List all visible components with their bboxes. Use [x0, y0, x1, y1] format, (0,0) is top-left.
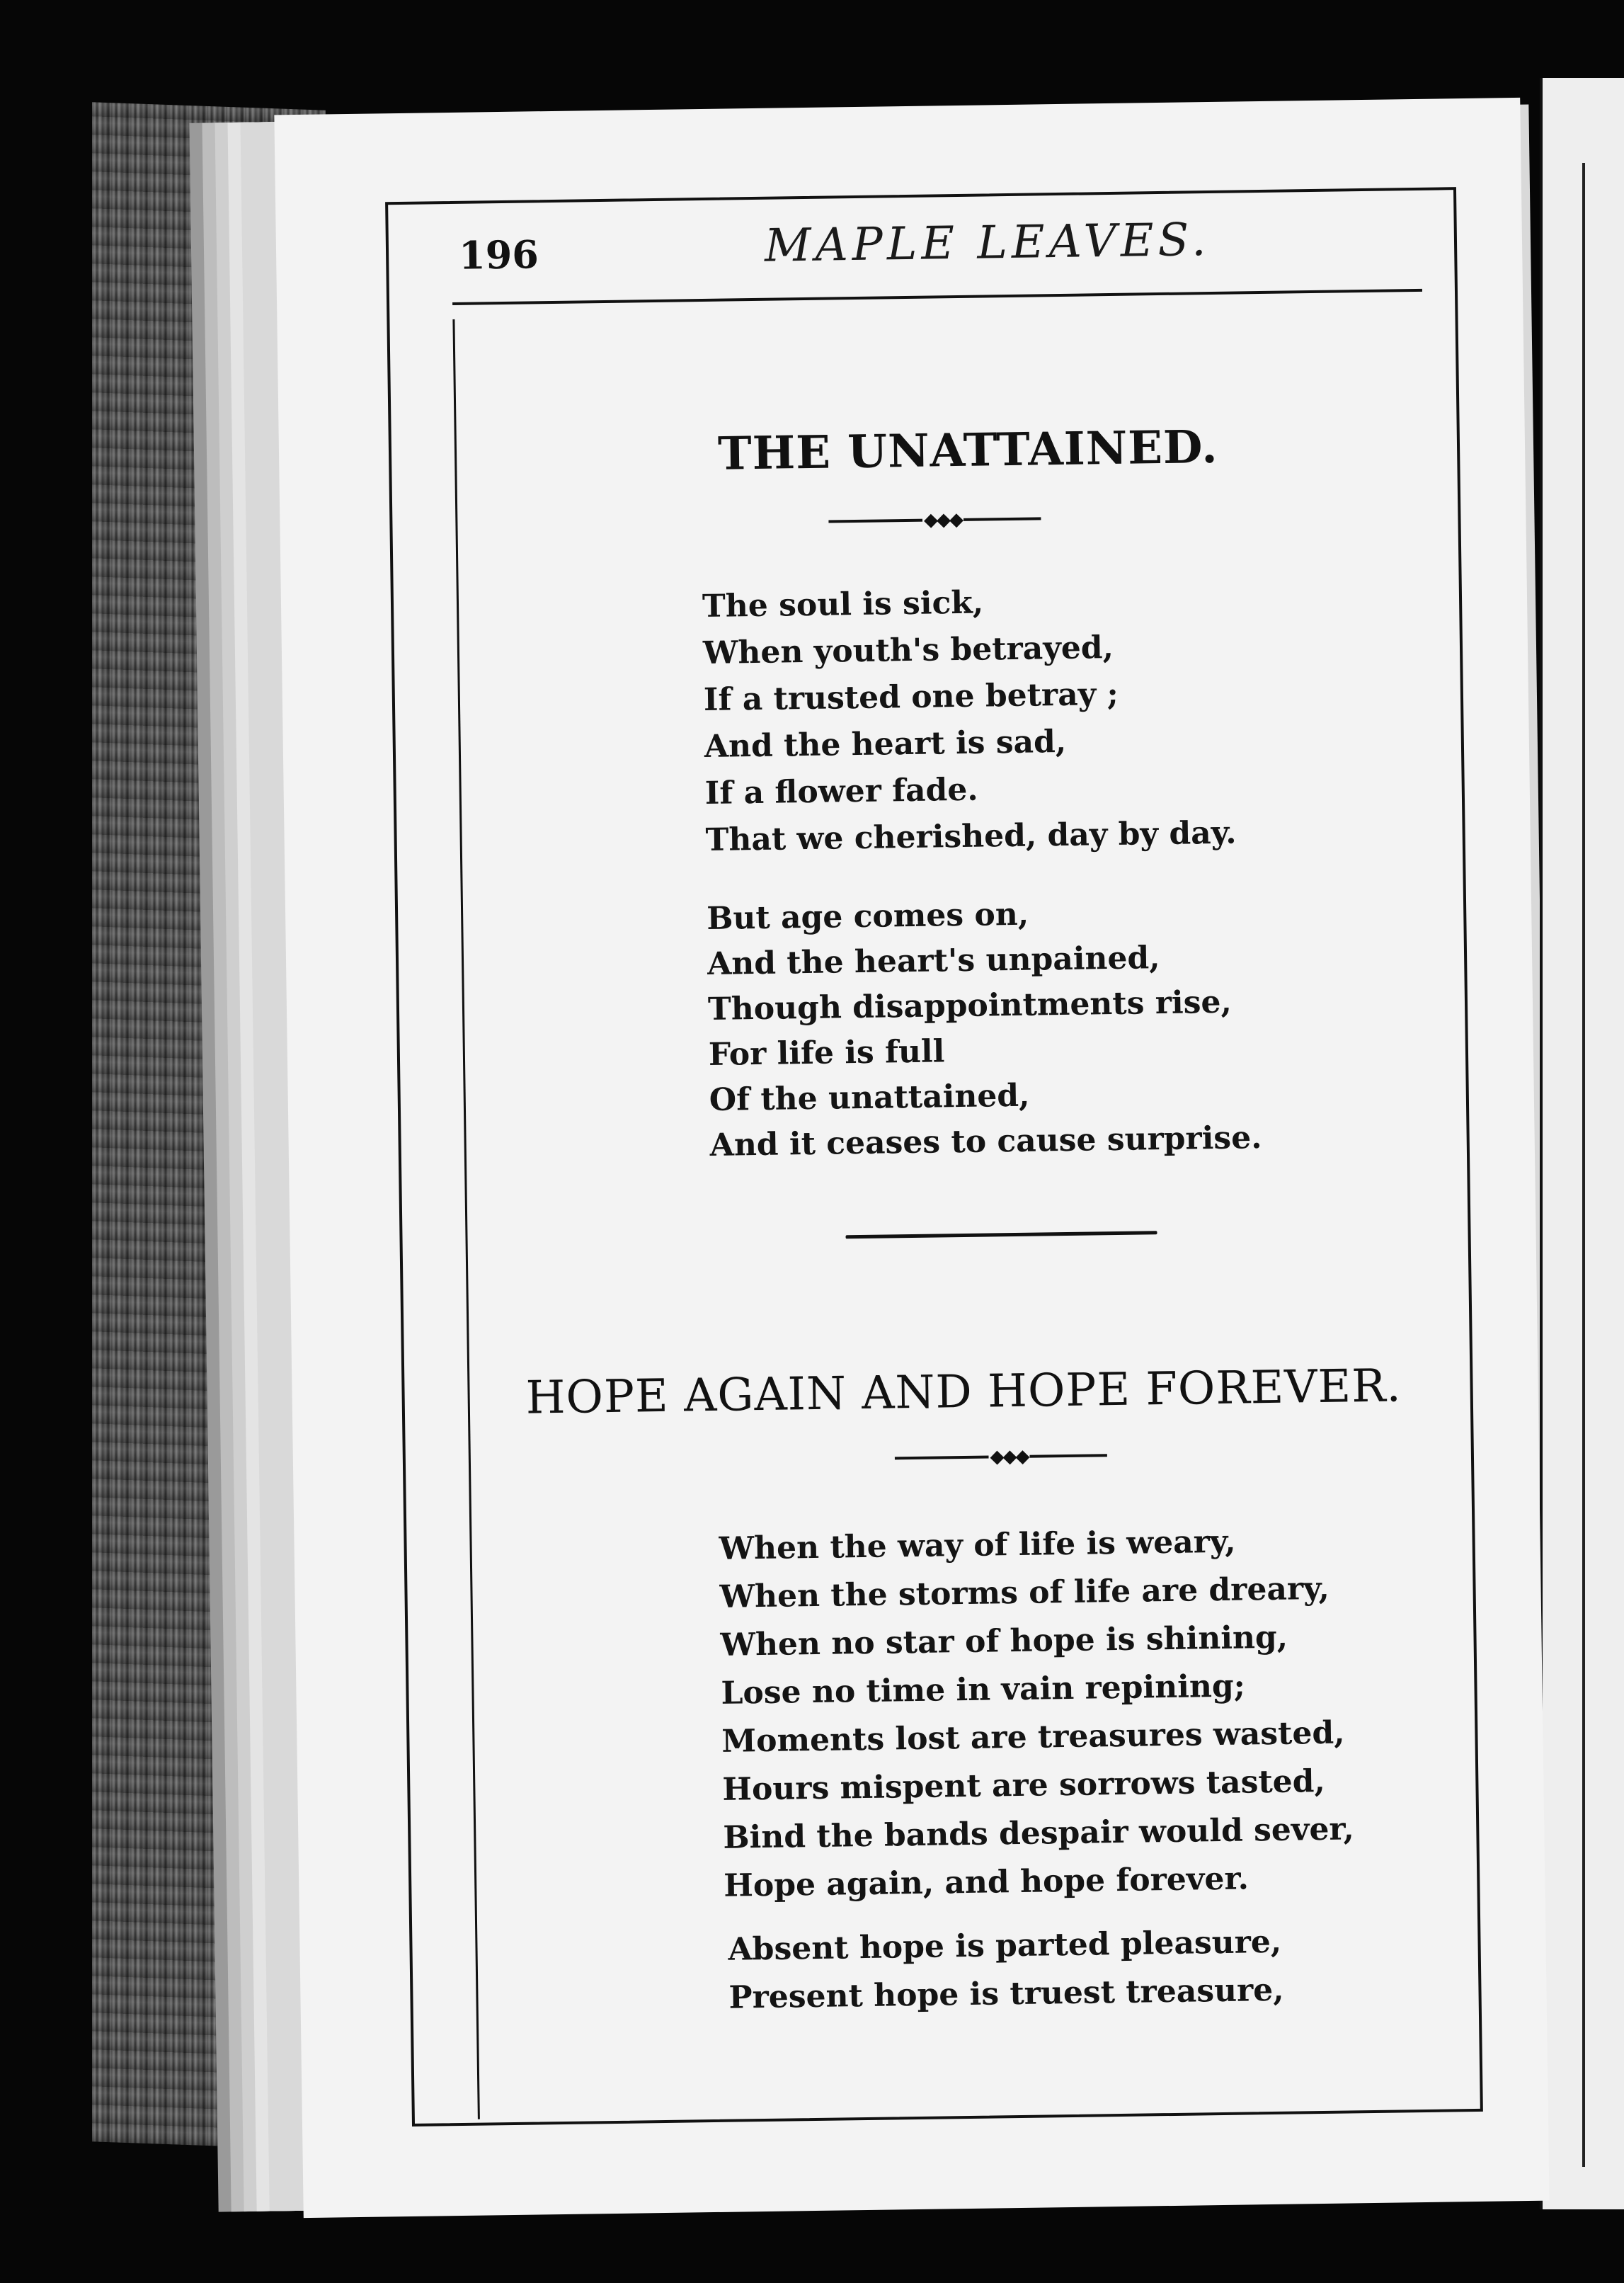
poem-line: Hope again, and hope forever. [723, 1860, 1250, 1904]
poem-line: That we cherished, day by day. [705, 814, 1237, 859]
book-page [274, 98, 1549, 2218]
poem-line: The soul is sick, [702, 584, 984, 625]
poem-line: When the storms of life are dreary, [719, 1570, 1330, 1615]
poem-line: And the heart is sad, [704, 723, 1067, 765]
ornament-diamonds-icon: ◆◆◆ [923, 508, 963, 531]
poem-title-unattained: THE UNATTAINED. [717, 420, 1219, 481]
poem-line: Moments lost are treasures wasted, [721, 1714, 1345, 1760]
poem-line: When youth's betrayed, [702, 629, 1114, 672]
poem-line: Bind the bands despair would sever, [723, 1811, 1355, 1856]
facing-page-edge [1540, 78, 1624, 2209]
stanza-unattained-1 [702, 576, 1237, 864]
poem-line: Lose no time in vain repining; [721, 1668, 1246, 1712]
running-head: MAPLE LEAVES. [764, 213, 1211, 273]
poem-line: For life is full [708, 1033, 945, 1073]
poem-line: But age comes on, [706, 896, 1029, 938]
page-number: 196 [458, 232, 539, 278]
poem-line: If a flower fade. [704, 771, 978, 812]
poem-title-hope-again: HOPE AGAIN AND HOPE FOREVER. [525, 1360, 1402, 1425]
poem-line: Hours mispent are sorrows tasted, [722, 1763, 1326, 1808]
poem-line: Present hope is truest treasure, [728, 1971, 1284, 2016]
poem-line: Absent hope is parted pleasure, [728, 1923, 1282, 1968]
poem-line: Though disappointments rise, [707, 984, 1233, 1027]
poem-line: And the heart's unpained, [707, 940, 1160, 983]
poem-line: If a trusted one betray ; [703, 676, 1119, 719]
ornament-diamonds-icon: ◆◆◆ [990, 1445, 1029, 1468]
poem-line: And it ceases to cause surprise. [709, 1120, 1262, 1163]
poem-line: When the way of life is weary, [719, 1523, 1236, 1567]
facing-page-rule [1582, 163, 1585, 2167]
stanza-hope-1 [719, 1516, 1355, 1910]
stanza-hope-2 [728, 1918, 1284, 2022]
poem-line: Of the unattained, [709, 1077, 1030, 1118]
poem-line: When no star of hope is shining, [720, 1619, 1288, 1663]
stanza-unattained-2 [707, 889, 1262, 1168]
